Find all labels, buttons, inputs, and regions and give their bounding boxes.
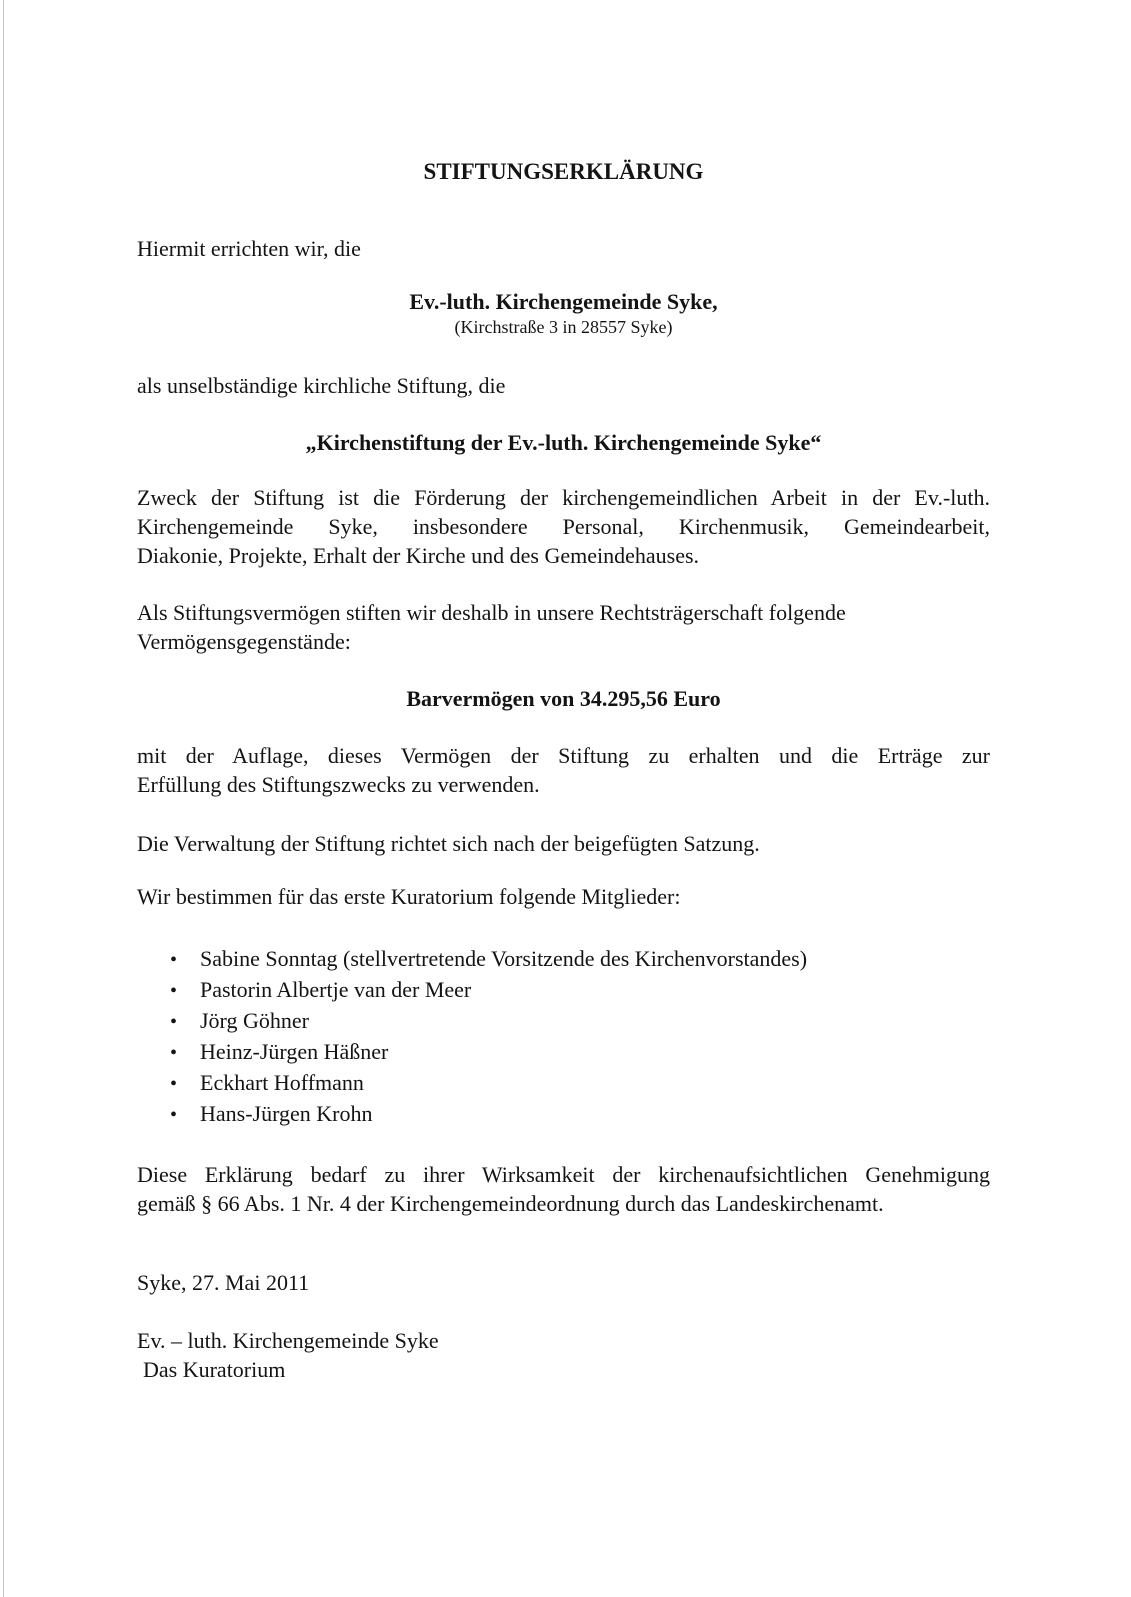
foundation-name-heading: „Kirchenstiftung der Ev.-luth. Kirchengemeinde Syke“ [305, 430, 822, 455]
bullet-icon: • [170, 980, 178, 1002]
document-title: STIFTUNGSERKLÄRUNG [423, 159, 704, 184]
text-line: Diese Erklärung bedarf zu ihrer Wirksamkeit der kirchenaufsichtlichen Genehmigung [137, 1162, 990, 1187]
bullet-icon: • [170, 1042, 178, 1064]
document-content [137, 157, 990, 1384]
text-line: Erfüllung des Stiftungszwecks zu verwenden. [137, 772, 540, 797]
board-member-name: Hans-Jürgen Krohn [200, 1101, 373, 1126]
board-member-name: Pastorin Albertje van der Meer [200, 977, 472, 1002]
text-line: gemäß § 66 Abs. 1 Nr. 4 der Kirchengemeindeordnung durch das Landeskirchenamt. [137, 1191, 884, 1216]
list-item [137, 1037, 990, 1068]
board-member-name: Eckhart Hoffmann [200, 1070, 364, 1095]
purpose-paragraph [137, 483, 990, 570]
church-name-heading: Ev.-luth. Kirchengemeinde Syke, [409, 289, 718, 314]
administration-paragraph: Die Verwaltung der Stiftung richtet sich nach der beigefügten Satzung. [137, 831, 760, 856]
board-member-name: Sabine Sonntag (stellvertretende Vorsitzende des Kirchenvorstandes) [200, 946, 808, 971]
text-line: Diakonie, Projekte, Erhalt der Kirche und des Gemeindehauses. [137, 543, 700, 568]
page-edge-line [3, 0, 4, 1597]
text-line: Kirchengemeinde Syke, insbesondere Personal, Kirchenmusik, Gemeindearbeit, [137, 514, 990, 539]
intro-paragraph: Hiermit errichten wir, die [137, 236, 361, 261]
church-address: (Kirchstraße 3 in 28557 Syke) [454, 317, 673, 337]
board-intro-paragraph: Wir bestimmen für das erste Kuratorium folgende Mitglieder: [137, 884, 681, 909]
signature-org: Ev. – luth. Kirchengemeinde Syke [137, 1328, 439, 1353]
board-member-name: Jörg Göhner [200, 1008, 309, 1033]
foundation-type-paragraph: als unselbständige kirchliche Stiftung, die [137, 373, 506, 398]
text-line: mit der Auflage, dieses Vermögen der Stiftung zu erhalten und die Erträge zur [137, 743, 990, 768]
bullet-icon: • [170, 949, 178, 971]
bullet-icon: • [170, 1073, 178, 1095]
list-item [137, 975, 990, 1006]
list-item [137, 1068, 990, 1099]
bullet-icon: • [170, 1104, 178, 1126]
obligation-paragraph [137, 741, 990, 799]
date-line: Syke, 27. Mai 2011 [137, 1270, 310, 1295]
text-line: Zweck der Stiftung ist die Förderung der kirchengemeindlichen Arbeit in der Ev.-luth. [137, 485, 990, 510]
signature-board: Das Kuratorium [143, 1357, 286, 1382]
bullet-icon: • [170, 1011, 178, 1033]
text-line: Vermögensgegenstände: [137, 629, 351, 654]
board-member-name: Heinz-Jürgen Häßner [200, 1039, 389, 1064]
text-line: Als Stiftungsvermögen stiften wir deshalb in unsere Rechtsträgerschaft folgende [137, 600, 846, 625]
list-item [137, 944, 990, 975]
list-item [137, 1006, 990, 1037]
approval-paragraph [137, 1160, 990, 1218]
board-member-list [137, 944, 990, 1130]
assets-amount-heading: Barvermögen von 34.295,56 Euro [406, 686, 721, 711]
assets-intro-paragraph [137, 598, 990, 656]
list-item [137, 1099, 990, 1130]
signature-block [137, 1326, 990, 1384]
church-heading-group [137, 287, 990, 339]
